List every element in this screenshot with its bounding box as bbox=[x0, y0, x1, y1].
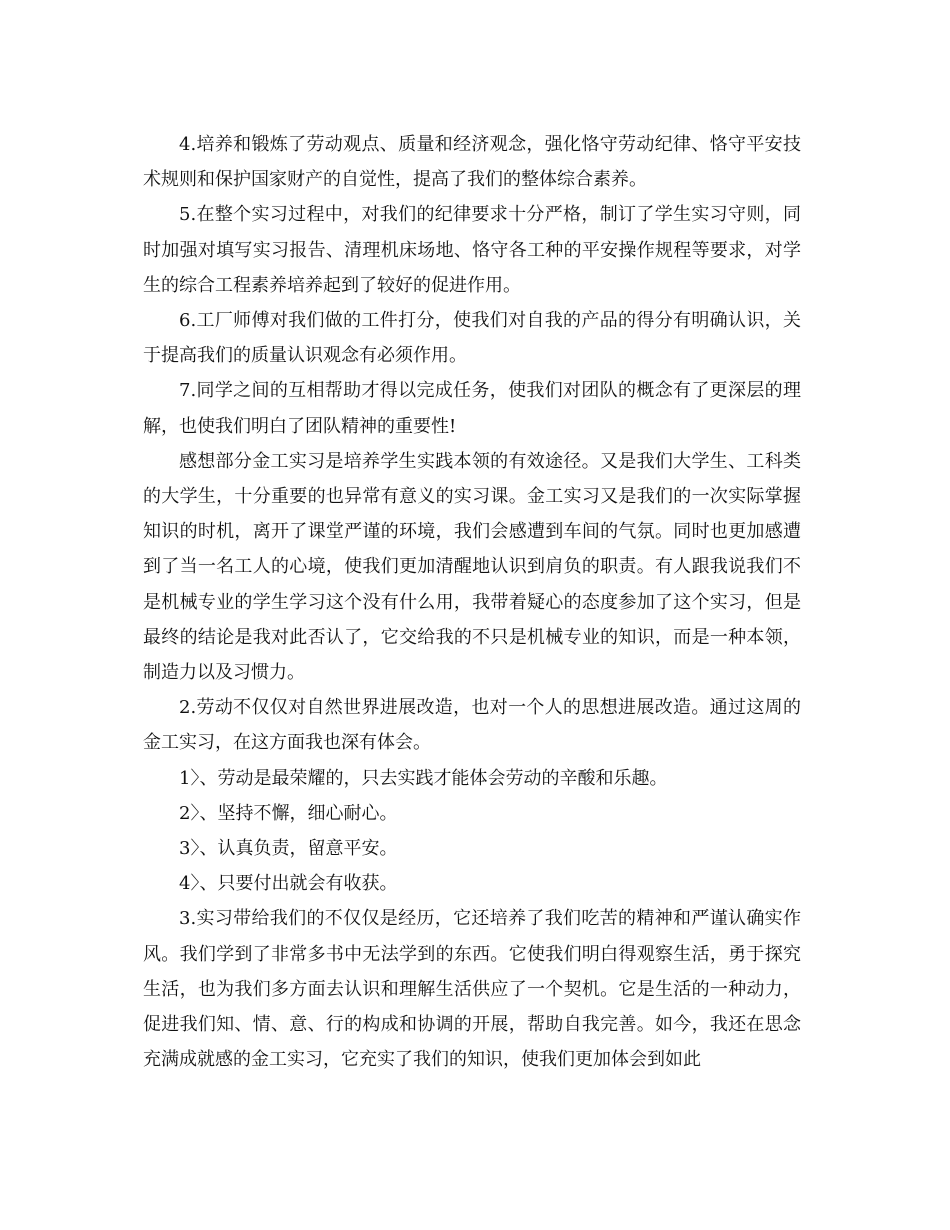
list-item-1: 1〉、劳动是最荣耀的，只去实践才能体会劳动的辛酸和乐趣。 bbox=[179, 767, 668, 789]
paragraph-item-4: 4.培养和锻炼了劳动观点、质量和经济观念，强化恪守劳动纪律、恪守平安技术规则和保护国家财产的自觉性，提高了我们的整体综合素养。 bbox=[143, 134, 801, 191]
paragraph-labor: 2.劳动不仅仅对自然世界进展改造，也对一个人的思想进展改造。通过这周的金工实习，在这方面我也深有体会。 bbox=[143, 697, 801, 754]
paragraph-item-6: 6.工厂师傅对我们做的工件打分，使我们对自我的产品的得分有明确认识，关于提高我们的质量认识观念有必须作用。 bbox=[143, 310, 801, 367]
paragraph-experience: 3.实习带给我们的不仅仅是经历，它还培养了我们吃苦的精神和严谨认确实作风。我们学到了非常多书中无法学到的东西。它使我们明白得观察生活，勇于探究生活，也为我们多方面去认识和理解生活供应了一个契机。它是生活的一种动力，促进我们知、情、意、行的构成和协调的开展，帮助自我完善。如今，我还在思念充满成就感的金工实习，它充实了我们的知识，使我们更加体会到如此 bbox=[143, 908, 801, 1071]
paragraph-item-7: 7.同学之间的互相帮助才得以完成任务，使我们对团队的概念有了更深层的理解，也使我们明白了团队精神的重要性! bbox=[143, 380, 801, 437]
list-item-2: 2〉、坚持不懈，细心耐心。 bbox=[179, 802, 398, 824]
list-item-4: 4〉、只要付出就会有收获。 bbox=[179, 873, 398, 895]
paragraph-reflection: 感想部分金工实习是培养学生实践本领的有效途径。又是我们大学生、工科类的大学生，十分重要的也异常有意义的实习课。金工实习又是我们的一次实际掌握知识的时机，离开了课堂严谨的环境，我们会感遭到车间的气氛。同时也更加感遭到了当一名工人的心境，使我们更加清醒地认识到肩负的职责。有人跟我说我们不是机械专业的学生学习这个没有什么用，我带着疑心的态度参加了这个实习，但是最终的结论是我对此否认了，它交给我的不只是机械专业的知识，而是一种本领，制造力以及习惯力。 bbox=[143, 450, 801, 684]
document-body bbox=[143, 127, 801, 1077]
paragraph-item-5: 5.在整个实习过程中，对我们的纪律要求十分严格，制订了学生实习守则，同时加强对填写实习报告、清理机床场地、恪守各工种的平安操作规程等要求，对学生的综合工程素养培养起到了较好的促进作用。 bbox=[143, 204, 801, 296]
list-item-3: 3〉、认真负责，留意平安。 bbox=[179, 838, 398, 860]
